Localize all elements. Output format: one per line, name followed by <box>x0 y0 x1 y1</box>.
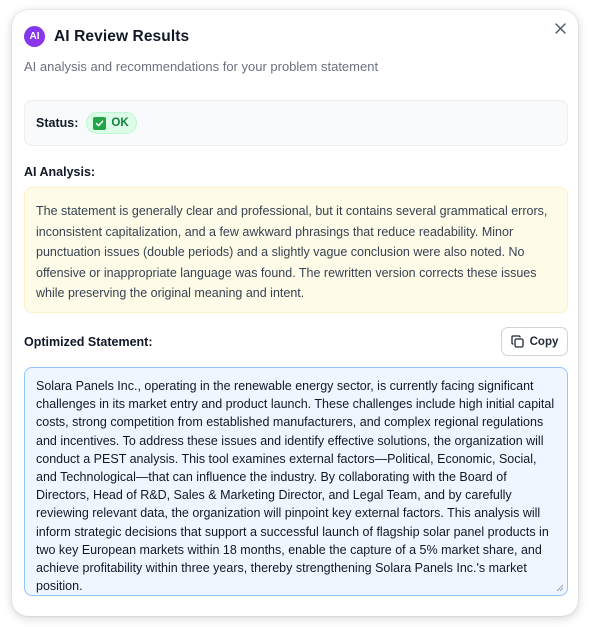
optimized-statement-textarea[interactable] <box>24 367 568 596</box>
ai-review-dialog <box>12 10 578 616</box>
ai-logo-icon: AI <box>24 26 45 47</box>
close-button[interactable] <box>550 18 570 38</box>
optimized-statement-text: Solara Panels Inc., operating in the renewable energy sector, is currently facing significant challenges in its market entry and product launch. These challenges include high initial capital costs, strong competition from established manufacturers, and complex regional regulations and incentives. To address these issues and identify effective solutions, the organization will conduct a PEST analysis. This tool examines external factors—Political, Economic, Social, and Technological—that can influence the industry. By collaborating with the Board of Directors, Head of R&D, Sales & Marketing Director, and Legal Team, and by carefully reviewing relevant data, the organization will pinpoint key external factors. This analysis will inform strategic decisions that support a successful launch of flagship solar panel products in two key European markets within 18 months, enable the capture of a 5% market share, and achieve profitability within three years, thereby strengthening Solara Panels Inc.'s market position. <box>36 379 555 594</box>
close-icon <box>555 23 566 34</box>
copy-icon <box>511 335 524 348</box>
copy-button-label: Copy <box>529 335 559 348</box>
analysis-heading: AI Analysis: <box>24 165 96 179</box>
status-panel <box>24 100 568 146</box>
status-badge <box>86 112 136 134</box>
dialog-subtitle: AI analysis and recommendations for your problem statement <box>24 59 379 74</box>
copy-button[interactable] <box>501 327 568 356</box>
status-value: OK <box>111 117 129 129</box>
analysis-text: The statement is generally clear and professional, but it contains several grammatical errors, inconsistent capitalization, and a few awkward phrasings that reduce readability. Minor punctuation issues (double periods) and a slightly vague conclusion were also noted. No offensive or inappropriate language was found. The rewritten version corrects these issues while preserving the original meaning and intent. <box>24 187 568 313</box>
optimized-heading: Optimized Statement: <box>24 335 153 349</box>
dialog-header <box>24 26 189 47</box>
resize-handle-icon[interactable] <box>555 583 564 592</box>
status-label: Status: <box>36 116 79 130</box>
dialog-title: AI Review Results <box>54 27 190 45</box>
check-box-icon <box>93 117 106 130</box>
